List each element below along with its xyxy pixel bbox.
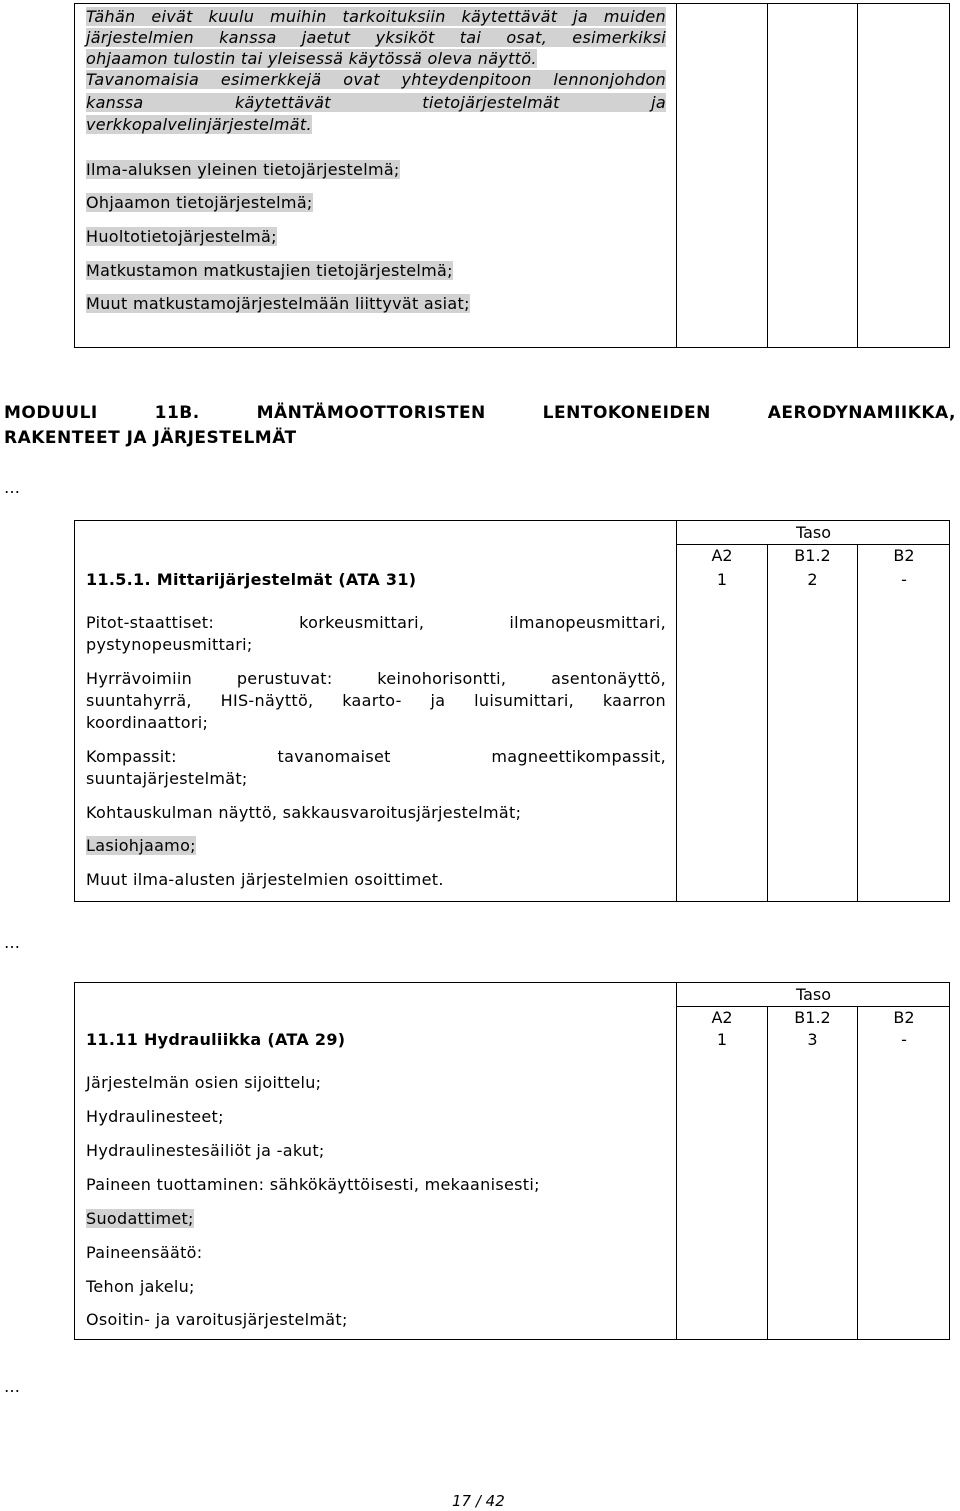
list-item: Hydraulinesteet; bbox=[86, 1107, 224, 1126]
italic-note-line: verkkopalvelinjärjestelmät. bbox=[86, 115, 312, 134]
paragraph-line: suuntahyrrä, HIS-näyttö, kaarto- ja luisumittari, kaarron bbox=[86, 691, 666, 710]
level-value-b1-2: 2 bbox=[807, 570, 818, 589]
column-divider bbox=[767, 1006, 768, 1340]
list-item: Ilma-aluksen yleinen tietojärjestelmä; bbox=[86, 160, 400, 179]
list-item: Osoitin- ja varoitusjärjestelmät; bbox=[86, 1310, 348, 1329]
column-header-a2: A2 bbox=[711, 546, 733, 565]
column-header-b2: B2 bbox=[893, 1008, 915, 1027]
list-item: Matkustamon matkustajien tietojärjestelmä; bbox=[86, 261, 453, 280]
list-item: Paineen tuottaminen: sähkökäyttöisesti, mekaanisesti; bbox=[86, 1175, 540, 1194]
highlighted-term: Lasiohjaamo; bbox=[86, 836, 196, 855]
level-value-a2: 1 bbox=[716, 1030, 728, 1049]
module-heading-line1: MODUULI 11B. MÄNTÄMOOTTORISTEN LENTOKONEIDEN AERODYNAMIIKKA, bbox=[4, 403, 956, 423]
column-header-a2: A2 bbox=[711, 1008, 733, 1027]
column-divider bbox=[767, 544, 768, 902]
italic-note-line: ohjaamon tulostin tai yleisessä käytössä oleva näyttö. bbox=[86, 49, 537, 68]
header-divider bbox=[676, 1006, 950, 1007]
paragraph-line: Kompassit: tavanomaiset magneettikompassit, bbox=[86, 747, 666, 766]
level-value-b2: - bbox=[901, 1030, 907, 1049]
list-item: Muut matkustamojärjestelmään liittyvät asiat; bbox=[86, 294, 470, 313]
highlighted-term: Suodattimet; bbox=[86, 1209, 194, 1228]
list-item: Ohjaamon tietojärjestelmä; bbox=[86, 193, 313, 212]
list-item: Huoltotietojärjestelmä; bbox=[86, 227, 277, 246]
column-divider bbox=[767, 3, 768, 348]
paragraph-line: Kohtauskulman näyttö, sakkausvaroitusjärjestelmät; bbox=[86, 803, 522, 822]
column-divider bbox=[857, 1006, 858, 1340]
page-number: 17 / 42 bbox=[452, 1492, 505, 1510]
italic-note-line: kanssa käytettävät tietojärjestelmät ja bbox=[86, 93, 666, 112]
ellipsis: … bbox=[4, 478, 20, 497]
ellipsis: … bbox=[4, 933, 20, 952]
column-header-b2: B2 bbox=[893, 546, 915, 565]
paragraph-line: koordinaattori; bbox=[86, 713, 209, 732]
level-value-a2: 1 bbox=[716, 570, 728, 589]
section-title: 11.11 Hydrauliikka (ATA 29) bbox=[86, 1030, 346, 1049]
italic-note-line: Tähän eivät kuulu muihin tarkoituksiin käytettävät ja muiden bbox=[86, 7, 666, 26]
section-title: 11.5.1. Mittarijärjestelmät (ATA 31) bbox=[86, 570, 417, 589]
list-item: Tehon jakelu; bbox=[86, 1277, 195, 1296]
paragraph-line: Muut ilma-alusten järjestelmien osoittimet. bbox=[86, 870, 444, 889]
level-header: Taso bbox=[795, 985, 832, 1004]
column-header-b1-2: B1.2 bbox=[794, 1008, 831, 1027]
paragraph-line bbox=[86, 836, 196, 855]
list-item: Paineensäätö: bbox=[86, 1243, 203, 1262]
list-item: Hydraulinestesäiliöt ja -akut; bbox=[86, 1141, 325, 1160]
list-item: Järjestelmän osien sijoittelu; bbox=[86, 1073, 322, 1092]
italic-note-line: järjestelmien kanssa jaetut yksiköt tai osat, esimerkiksi bbox=[86, 28, 666, 47]
level-header: Taso bbox=[795, 523, 832, 542]
column-divider bbox=[857, 544, 858, 902]
italic-note-line: Tavanomaisia esimerkkejä ovat yhteydenpitoon lennonjohdon bbox=[86, 70, 666, 89]
column-header-b1-2: B1.2 bbox=[794, 546, 831, 565]
paragraph-line: Hyrrävoimiin perustuvat: keinohorisontti, asentonäyttö, bbox=[86, 669, 666, 688]
ellipsis: … bbox=[4, 1377, 20, 1396]
column-divider bbox=[857, 3, 858, 348]
module-heading-line2: RAKENTEET JA JÄRJESTELMÄT bbox=[4, 428, 297, 448]
column-divider bbox=[676, 3, 677, 348]
paragraph-line: pystynopeusmittari; bbox=[86, 635, 253, 654]
level-value-b1-2: 3 bbox=[807, 1030, 818, 1049]
list-item bbox=[86, 1209, 194, 1228]
header-divider bbox=[676, 544, 950, 545]
level-value-b2: - bbox=[901, 570, 907, 589]
paragraph-line: suuntajärjestelmät; bbox=[86, 769, 248, 788]
paragraph-line: Pitot-staattiset: korkeusmittari, ilmanopeusmittari, bbox=[86, 613, 666, 632]
